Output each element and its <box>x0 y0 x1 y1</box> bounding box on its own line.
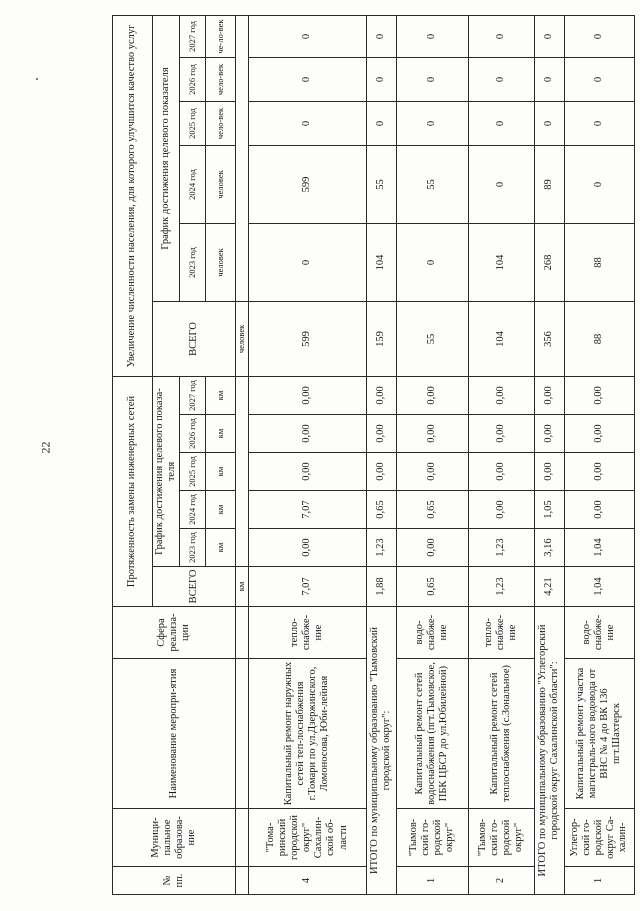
unit-spacer <box>236 867 249 895</box>
unit-spacer <box>236 607 249 659</box>
unit-pop-2026: чело-век <box>206 57 236 101</box>
cell-len-2024: 0,65 <box>396 491 468 529</box>
cell-len-2023: 0,00 <box>248 529 366 567</box>
cell-len-total: 1,23 <box>468 567 534 607</box>
row-municipality: "Тымов-ский го-родской округ" <box>396 809 468 867</box>
cell-pop-total: 356 <box>534 301 564 376</box>
header-len-2026: 2026 год <box>180 415 206 453</box>
cell-pop-2027: 0 <box>366 15 396 57</box>
unit-len-2027: км <box>206 376 236 414</box>
cell-len-2027: 0,00 <box>468 376 534 414</box>
cell-len-2023: 0,00 <box>396 529 468 567</box>
cell-pop-2027: 0 <box>564 15 634 57</box>
unit-len-2025: км <box>206 453 236 491</box>
header-len-2025: 2025 год <box>180 453 206 491</box>
unit-len-2023: км <box>206 529 236 567</box>
cell-pop-2024: 55 <box>366 145 396 223</box>
cell-len-2026: 0,00 <box>396 415 468 453</box>
cell-len-2027: 0,00 <box>248 376 366 414</box>
cell-pop-2023: 104 <box>468 223 534 301</box>
cell-pop-2026: 0 <box>248 57 366 101</box>
cell-pop-total: 55 <box>396 301 468 376</box>
cell-pop-2027: 0 <box>396 15 468 57</box>
cell-pop-2024: 599 <box>248 145 366 223</box>
cell-len-total: 7,07 <box>248 567 366 607</box>
cell-len-2027: 0,00 <box>534 376 564 414</box>
unit-len-total: км <box>236 567 249 607</box>
cell-len-total: 1,04 <box>564 567 634 607</box>
cell-pop-2023: 0 <box>248 223 366 301</box>
header-pop-2026: 2026 год <box>180 57 206 101</box>
cell-len-2025: 0,00 <box>564 453 634 491</box>
engineering-networks-table <box>112 15 635 895</box>
cell-len-total: 4,21 <box>534 567 564 607</box>
row-num: 1 <box>564 867 634 895</box>
total-label: ИТОГО по муниципальному образованию "Углегорский городской округ Сахалинской области": <box>534 607 564 895</box>
cell-pop-2023: 0 <box>396 223 468 301</box>
header-group-population: Увеличение численности населения, для которого улучшится качество услуг <box>113 15 153 376</box>
header-group-length: Протяженность замены инженерных сетей <box>113 376 153 606</box>
row-measure: Капитальный ремонт участка магистраль-ного водовода от ВНС № 4 до ВК 136 пгт.Шахтерск <box>564 659 634 809</box>
cell-len-2024: 0,00 <box>468 491 534 529</box>
header-len-2023: 2023 год <box>180 529 206 567</box>
cell-pop-total: 88 <box>564 301 634 376</box>
cell-pop-2026: 0 <box>396 57 468 101</box>
total-label: ИТОГО по муниципальному образованию "Тымовский городской округ": <box>366 607 396 895</box>
cell-pop-2024: 0 <box>564 145 634 223</box>
table-row <box>396 15 468 894</box>
table-row <box>248 15 366 894</box>
row-municipality: "Тома-ринский городской округ" Сахалин-ской об-ласти <box>248 809 366 867</box>
header-len-2027: 2027 год <box>180 376 206 414</box>
cell-len-total: 0,65 <box>396 567 468 607</box>
unit-pop-total: человек <box>236 301 249 376</box>
row-municipality: Углегор-ский го-родской округ Са-халин- <box>564 809 634 867</box>
unit-spacer <box>236 659 249 809</box>
total-row <box>366 15 396 894</box>
cell-pop-2024: 89 <box>534 145 564 223</box>
unit-len-2026: км <box>206 415 236 453</box>
cell-len-2024: 0,00 <box>564 491 634 529</box>
cell-len-2025: 0,00 <box>534 453 564 491</box>
rotated-table-area <box>112 16 629 895</box>
cell-pop-2023: 268 <box>534 223 564 301</box>
header-pop-2023: 2023 год <box>180 223 206 301</box>
cell-len-2026: 0,00 <box>534 415 564 453</box>
header-length-schedule: График достижения целевого показа-теля <box>153 376 180 566</box>
cell-pop-2026: 0 <box>534 57 564 101</box>
cell-pop-2027: 0 <box>468 15 534 57</box>
cell-len-2025: 0,00 <box>248 453 366 491</box>
cell-pop-2026: 0 <box>564 57 634 101</box>
cell-len-2023: 1,23 <box>366 529 396 567</box>
header-num: № пп. <box>113 867 236 895</box>
cell-len-2026: 0,00 <box>248 415 366 453</box>
cell-pop-2026: 0 <box>366 57 396 101</box>
unit-spacer <box>236 376 249 566</box>
cell-pop-2025: 0 <box>534 101 564 145</box>
row-measure: Капитальный ремонт сетей водоснабжения (пгт.Тымовское, ПБК ЦБСР до ул.Юбилейной) <box>396 659 468 809</box>
cell-pop-total: 599 <box>248 301 366 376</box>
cell-pop-2023: 88 <box>564 223 634 301</box>
header-pop-2025: 2025 год <box>180 101 206 145</box>
cell-len-2025: 0,00 <box>366 453 396 491</box>
cell-pop-2025: 0 <box>564 101 634 145</box>
cell-len-2023: 1,04 <box>564 529 634 567</box>
table-row <box>564 15 634 894</box>
row-municipality: "Тымов-ский го-родской округ" <box>468 809 534 867</box>
cell-pop-2026: 0 <box>468 57 534 101</box>
table-row <box>468 15 534 894</box>
cell-len-2026: 0,00 <box>366 415 396 453</box>
cell-len-2026: 0,00 <box>564 415 634 453</box>
row-measure: Капитальный ремонт наружных сетей теп-лоснабжения г.Томари по ул.Дзержинского, Ломоносова, Юби-лейная <box>248 659 366 809</box>
unit-pop-2025: чело-век <box>206 101 236 145</box>
row-num: 2 <box>468 867 534 895</box>
cell-pop-2025: 0 <box>396 101 468 145</box>
cell-len-2027: 0,00 <box>564 376 634 414</box>
cell-len-2024: 1,05 <box>534 491 564 529</box>
header-measure: Наименование меропри-ятия <box>113 659 236 809</box>
cell-pop-2023: 104 <box>366 223 396 301</box>
header-municipality: Муници-пальное образова-ние <box>113 809 236 867</box>
unit-pop-2023: человек <box>206 223 236 301</box>
row-sphere: тепло-снабже-ние <box>248 607 366 659</box>
row-num: 4 <box>248 867 366 895</box>
header-population-schedule: График достижения целевого показателя <box>153 15 180 301</box>
cell-pop-2027: 0 <box>534 15 564 57</box>
header-len-2024: 2024 год <box>180 491 206 529</box>
unit-len-2024: км <box>206 491 236 529</box>
row-sphere: водо-снабже-ние <box>564 607 634 659</box>
cell-pop-2025: 0 <box>366 101 396 145</box>
header-population-total: ВСЕГО <box>153 301 236 376</box>
unit-pop-2024: человек <box>206 145 236 223</box>
header-sphere: Сфера реализа-ции <box>113 607 236 659</box>
cell-pop-2024: 0 <box>468 145 534 223</box>
unit-pop-2027: че-ло-век <box>206 15 236 57</box>
cell-len-2023: 1,23 <box>468 529 534 567</box>
cell-len-total: 1,88 <box>366 567 396 607</box>
cell-pop-total: 104 <box>468 301 534 376</box>
cell-len-2027: 0,00 <box>366 376 396 414</box>
row-measure: Капитальный ремонт сетей теплоснабжения (с.Зональное) <box>468 659 534 809</box>
page-number: 22 <box>38 441 53 454</box>
cell-len-2027: 0,00 <box>396 376 468 414</box>
header-pop-2024: 2024 год <box>180 145 206 223</box>
row-num: 1 <box>396 867 468 895</box>
header-pop-2027: 2027 год <box>180 15 206 57</box>
cell-len-2026: 0,00 <box>468 415 534 453</box>
cell-pop-2024: 55 <box>396 145 468 223</box>
scan-speck <box>36 78 38 80</box>
cell-pop-total: 159 <box>366 301 396 376</box>
cell-pop-2025: 0 <box>248 101 366 145</box>
cell-len-2024: 0,65 <box>366 491 396 529</box>
cell-len-2025: 0,00 <box>468 453 534 491</box>
unit-spacer <box>236 809 249 867</box>
total-row <box>534 15 564 894</box>
cell-pop-2025: 0 <box>468 101 534 145</box>
row-sphere: тепло-снабже-ние <box>468 607 534 659</box>
cell-len-2024: 7,07 <box>248 491 366 529</box>
cell-len-2023: 3,16 <box>534 529 564 567</box>
cell-len-2025: 0,00 <box>396 453 468 491</box>
cell-pop-2027: 0 <box>248 15 366 57</box>
row-sphere: водо-снабже-ние <box>396 607 468 659</box>
header-length-total: ВСЕГО <box>153 567 236 607</box>
unit-spacer <box>236 15 249 301</box>
